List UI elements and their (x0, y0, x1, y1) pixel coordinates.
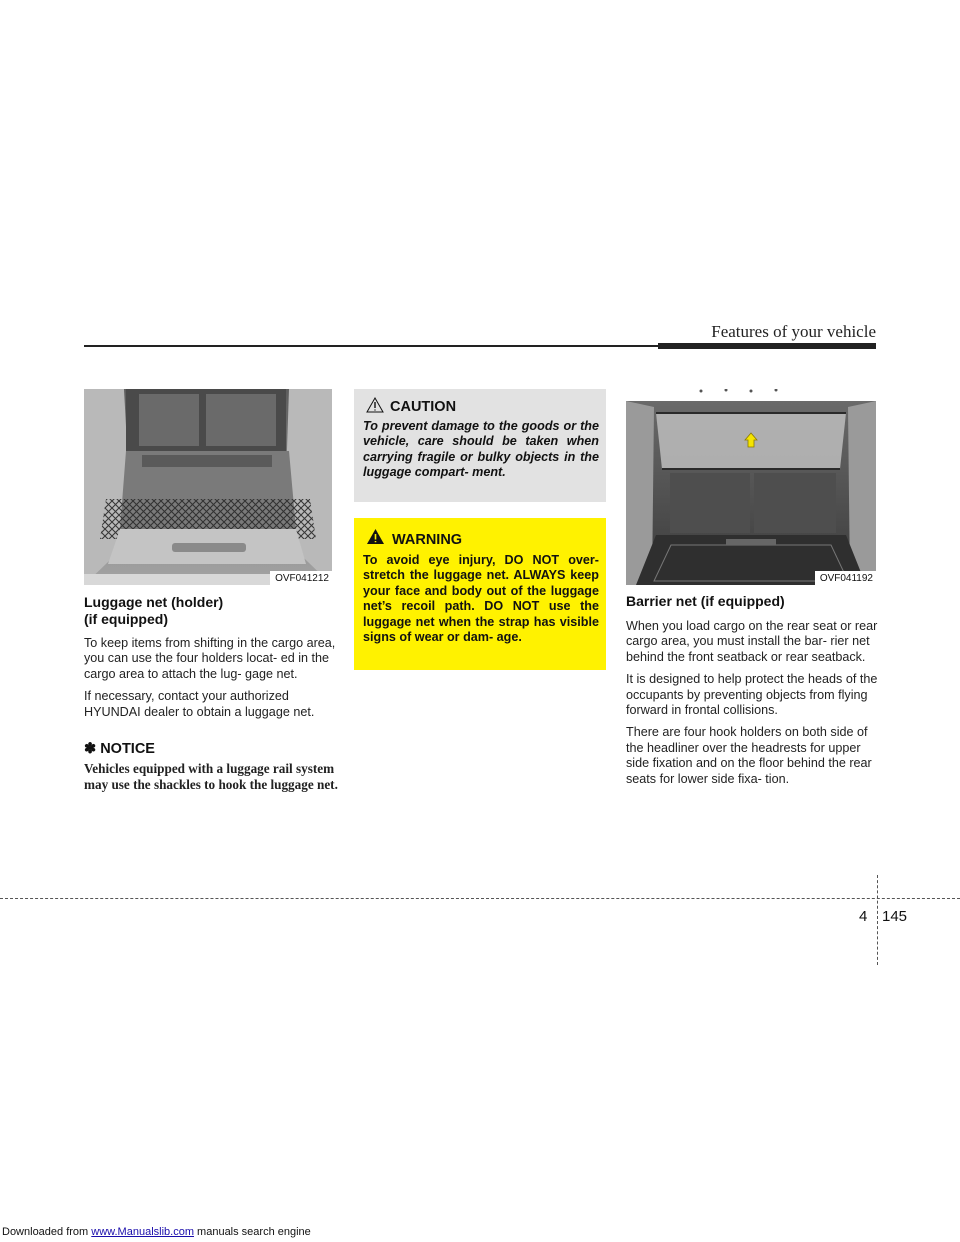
footer-prefix: Downloaded from (2, 1226, 89, 1238)
photo-code-label: OVF041192 (815, 571, 876, 585)
barrier-net-paragraph-1: When you load cargo on the rear seat or rear cargo area, you must install the bar- rier net behind the front seatback or rear seatback. (626, 619, 878, 664)
warning-title: WARNING (392, 532, 463, 548)
footer-suffix: manuals search engine (197, 1226, 311, 1238)
header-rule-tab (658, 343, 876, 349)
page-divider (0, 898, 960, 899)
caution-text: To prevent damage to the goods or the vehicle, care should be taken when carrying fragile or bulky objects in the luggage compart- ment. (363, 419, 599, 480)
heading-line-2: (if equipped) (84, 611, 168, 627)
luggage-net-paragraph-2: If necessary, contact your authorized HYUNDAI dealer to obtain a luggage net. (84, 689, 315, 719)
manualslib-link[interactable]: www.Manualslib.com (91, 1226, 194, 1238)
chapter-number: 4 (859, 908, 868, 925)
luggage-net-heading (84, 594, 346, 628)
download-footer (2, 1226, 311, 1238)
notice-title (84, 741, 346, 757)
warning-text: To avoid eye injury, DO NOT over- stretch the luggage net. ALWAYS keep your face and body out of the luggage net’s recoil path. DO NOT use the luggage net when the strap has visible signs of wear or dam- age. (363, 553, 599, 645)
notice-icon: ✽ (84, 741, 97, 758)
page-number-divider (877, 875, 878, 965)
section-title: Features of your vehicle (711, 322, 876, 341)
barrier-net-illustration (626, 389, 876, 585)
notice-body: Vehicles equipped with a luggage rail system may use the shackles to hook the luggage net. (84, 761, 338, 792)
luggage-net-paragraph-1: To keep items from shifting in the cargo area, you can use the four holders locat- ed in the cargo area to attach the lug- gage net. (84, 636, 336, 681)
barrier-net-photo (626, 389, 876, 585)
caution-title: CAUTION (390, 399, 457, 415)
caution-box (354, 389, 606, 502)
barrier-net-heading: Barrier net (if equipped) (626, 593, 785, 609)
caution-triangle-icon (366, 397, 384, 413)
warning-triangle-icon (366, 528, 385, 545)
barrier-net-paragraph-3: There are four hook holders on both side of the headliner over the headrests for upper side fixation and on the floor behind the rear seats for lower side fixa- tion. (626, 725, 872, 786)
page-number: 145 (882, 908, 908, 925)
luggage-net-photo (84, 389, 332, 585)
heading-line-1: Luggage net (holder) (84, 594, 224, 610)
barrier-net-paragraph-2: It is designed to help protect the heads of the occupants by preventing objects from flying forward in frontal collisions. (626, 672, 878, 718)
luggage-net-illustration (84, 389, 332, 585)
photo-code-label: OVF041212 (270, 571, 332, 585)
notice-label: NOTICE (100, 741, 155, 758)
warning-box (354, 518, 606, 670)
right-column (626, 593, 878, 794)
left-column (84, 594, 346, 792)
